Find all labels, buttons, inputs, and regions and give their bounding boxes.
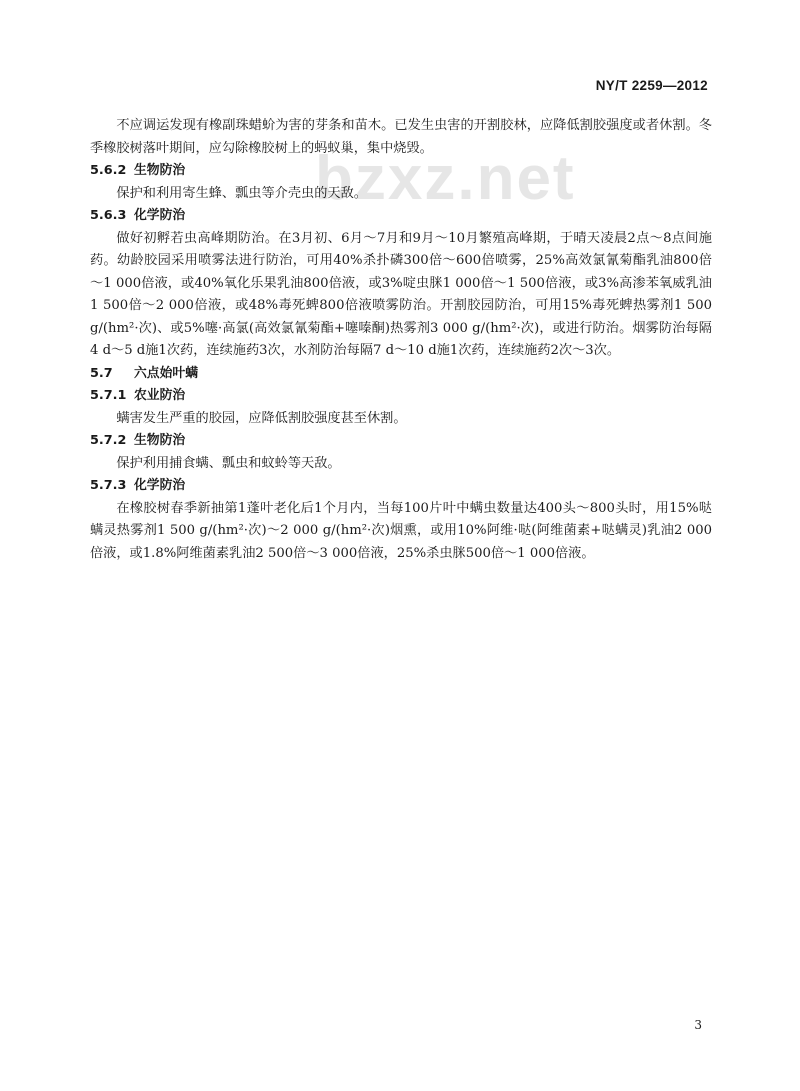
- section-title: 农业防治: [134, 388, 186, 403]
- section-number: 5.7.3: [90, 478, 127, 493]
- section-title: 生物防治: [134, 433, 186, 448]
- section-5-7-heading: [90, 363, 712, 386]
- paragraph-5-6-3: 做好初孵若虫高峰期防治。在3月初、6月～7月和9月～10月繁殖高峰期，于晴天凌晨2点～8点间施药。幼龄胶园采用喷雾法进行防治，可用40%杀扑磷300倍～600倍喷雾，25%高效氯氰菊酯乳油800倍～1 000倍液，或40%氧化乐果乳油800倍液，或3%啶虫脒1 000倍～1 500倍液，或3%高渗苯氧威乳油1 500倍～2 000倍液，或48%毒死蜱800倍液喷雾防治。开割胶园防治，可用15%毒死蜱热雾剂1 500 g/(hm²·次)、或5%噻·高氯(高效氯氰菊酯+噻嗪酮)热雾剂3 000 g/(hm²·次)，或进行防治。烟雾防治每隔4 d～5 d施1次药，连续施药3次，水剂防治每隔7 d～10 d施1次药，连续施药2次～3次。: [90, 230, 712, 358]
- section-5-7-3-heading: [90, 475, 712, 498]
- section-number: 5.7: [90, 365, 113, 381]
- section-5-6-3-heading: [90, 205, 712, 228]
- paragraph-intro: 不应调运发现有橡副珠蜡蚧为害的芽条和苗木。已发生虫害的开割胶林，应降低割胶强度或者休割。冬季橡胶树落叶期间，应勾除橡胶树上的蚂蚁巢，集中烧毁。: [90, 118, 712, 156]
- section-number: 5.6.3: [90, 208, 127, 223]
- paragraph-5-7-2: 保护利用捕食螨、瓢虫和蚊蛉等天敌。: [116, 455, 341, 471]
- section-5-7-2-heading: [90, 430, 712, 453]
- paragraph-5-7-1: 螨害发生严重的胶园，应降低割胶强度甚至休割。: [116, 410, 407, 426]
- section-title: 六点始叶螨: [134, 365, 198, 381]
- standard-code: NY/T 2259—2012: [595, 78, 708, 93]
- section-title: 化学防治: [134, 478, 186, 493]
- section-title: 化学防治: [134, 208, 186, 223]
- paragraph-5-6-2: 保护和利用寄生蜂、瓢虫等介壳虫的天敌。: [116, 185, 367, 201]
- document-body: [90, 115, 712, 565]
- section-title: 生物防治: [134, 163, 186, 178]
- paragraph-5-7-3: 在橡胶树春季新抽第1蓬叶老化后1个月内，当每100片叶中螨虫数量达400头～800头时，用15%哒螨灵热雾剂1 500 g/(hm²·次)～2 000 g/(hm²·次)烟熏，或用10%阿维·哒(阿维菌素+哒螨灵)乳油2 000倍液，或1.8%阿维菌素乳油2 500倍～3 000倍液，25%杀虫脒500倍～1 000倍液。: [90, 500, 712, 561]
- section-number: 5.6.2: [90, 163, 127, 178]
- section-5-6-2-heading: [90, 160, 712, 183]
- section-5-7-1-heading: [90, 385, 712, 408]
- page-number: 3: [694, 1018, 702, 1032]
- section-number: 5.7.1: [90, 388, 127, 403]
- watermark: bzxz.net: [315, 144, 576, 213]
- section-number: 5.7.2: [90, 433, 127, 448]
